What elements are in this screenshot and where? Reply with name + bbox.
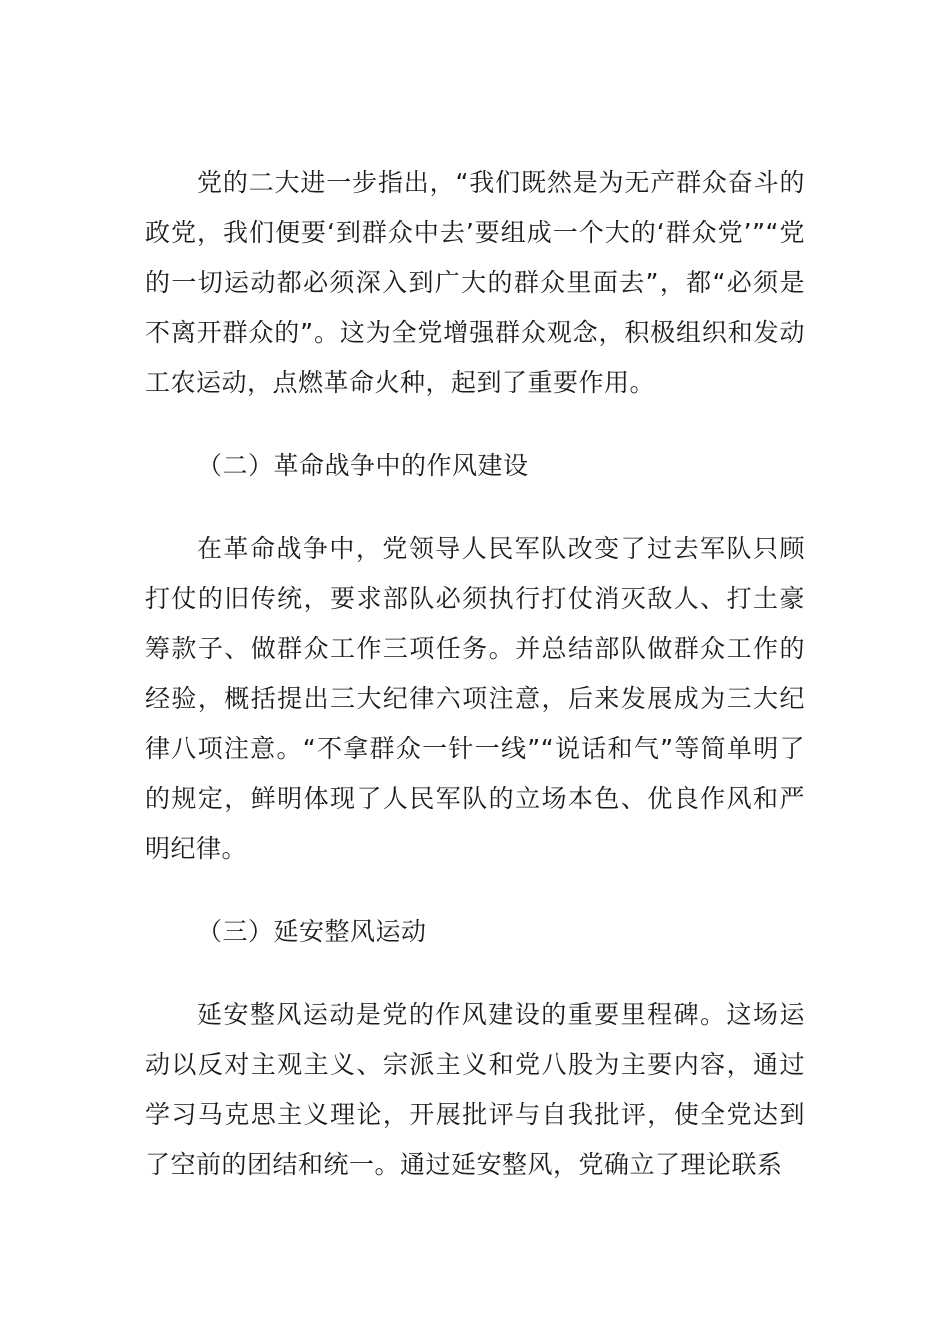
section-heading-revolutionary-war: （二）革命战争中的作风建设: [197, 451, 529, 480]
section-heading-yanan-rectification: （三）延安整风运动: [197, 917, 427, 946]
paragraph-second-congress: 党的二大进一步指出，“我们既然是为无产群众奋斗的政党，我们便要‘到群众中去’要组成一个大的‘群众党’”“党的一切运动都必须深入到广大的群众里面去”，都“必须是不离开群众的”。这为全党增强群众观念，积极组织和发动工农运动，点燃革命火种，起到了重要作用。: [145, 168, 805, 397]
paragraph-yanan-rectification: 延安整风运动是党的作风建设的重要里程碑。这场运动以反对主观主义、宗派主义和党八股为主要内容，通过学习马克思主义理论，开展批评与自我批评，使全党达到了空前的团结和统一。通过延安整风，党确立了理论联系: [145, 1000, 805, 1179]
paragraph-revolutionary-war: 在革命战争中，党领导人民军队改变了过去军队只顾打仗的旧传统，要求部队必须执行打仗消灭敌人、打土豪筹款子、做群众工作三项任务。并总结部队做群众工作的经验，概括提出三大纪律六项注意，后来发展成为三大纪律八项注意。“不拿群众一针一线”“说话和气”等简单明了的规定，鲜明体现了人民军队的立场本色、优良作风和严明纪律。: [145, 534, 805, 863]
document-page: [145, 158, 805, 1190]
